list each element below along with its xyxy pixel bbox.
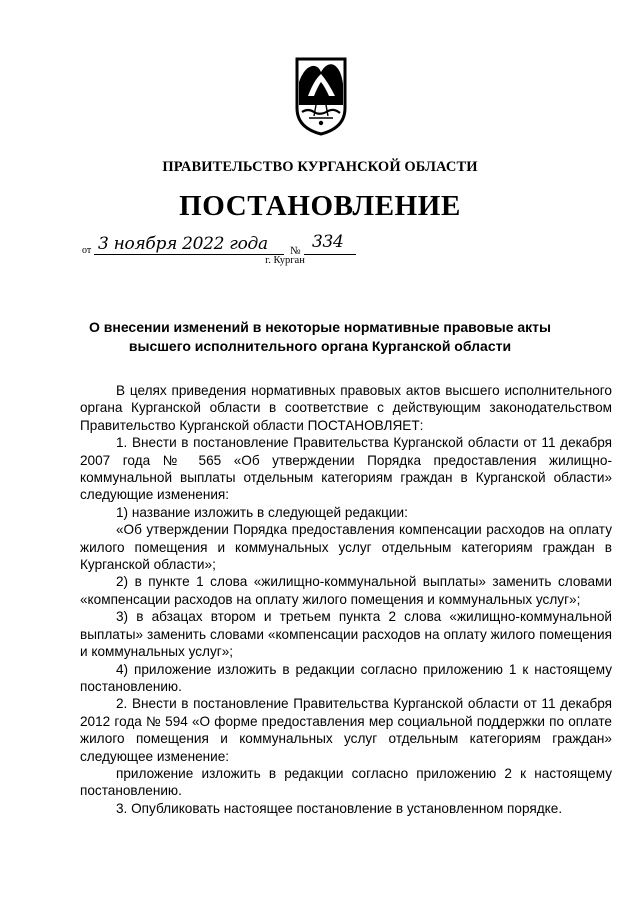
paragraph: В целях приведения нормативных правовых актов высшего исполнительного органа Курганской области в соответствие с действующим законодательством Правительство Курганской области ПОСТАНОВЛЯЕТ: <box>80 383 612 433</box>
paragraph: 1) название изложить в следующей редакции: <box>116 504 408 520</box>
paragraph: 2) в пункте 1 слова «жилищно-коммунальной выплаты» заменить словами «компенсации расходов на оплату жилого помещения и коммунальных услуг»; <box>80 574 612 607</box>
handwritten-number: 334 <box>312 232 344 252</box>
document-body <box>80 382 612 817</box>
paragraph: 3. Опубликовать настоящее постановление в установленном порядке. <box>116 800 563 816</box>
paragraph: 1. Внести в постановление Правительства Курганской области от 11 декабря 2007 года № 565 «Об утверждении Порядка предоставления жилищно-коммунальной выплаты отдельным категориям граждан в Курганской области» следующие изменения: <box>80 435 612 503</box>
city-label: г. Курган <box>265 255 305 266</box>
government-name: ПРАВИТЕЛЬСТВО КУРГАНСКОЙ ОБЛАСТИ <box>162 159 478 175</box>
paragraph: 3) в абзацах втором и третьем пункта 2 слова «жилищно-коммунальной выплаты» заменить словами «компенсации расходов на оплату жилого помещения и коммунальных услуг»; <box>80 609 612 660</box>
paragraph: 2. Внести в постановление Правительства Курганской области от 11 декабря 2012 года № 594 «О форме предоставления мер социальной поддержки по оплате жилого помещения и коммунальных услуг отдельным категориям граждан» следующее изменение: <box>80 696 612 764</box>
document-subject-title: О внесении изменений в некоторые нормативные правовые акты высшего исполнительного органа Курганской области <box>88 319 551 354</box>
coat-of-arms-icon <box>294 56 348 136</box>
handwritten-date: 3 ноября 2022 года <box>98 234 268 254</box>
paragraph: 4) приложение изложить в редакции согласно приложению 1 к настоящему постановлению. <box>80 661 612 694</box>
paragraph: приложение изложить в редакции согласно приложению 2 к настоящему постановлению. <box>80 765 612 799</box>
from-label: от <box>82 245 92 256</box>
number-label: № <box>290 245 301 257</box>
paragraph: «Об утверждении Порядка предоставления компенсации расходов на оплату жилого помещения и коммунальных услуг отдельным категориям граждан в Курганской области»; <box>80 522 612 573</box>
document-type-title: ПОСТАНОВЛЕНИЕ <box>179 190 461 222</box>
